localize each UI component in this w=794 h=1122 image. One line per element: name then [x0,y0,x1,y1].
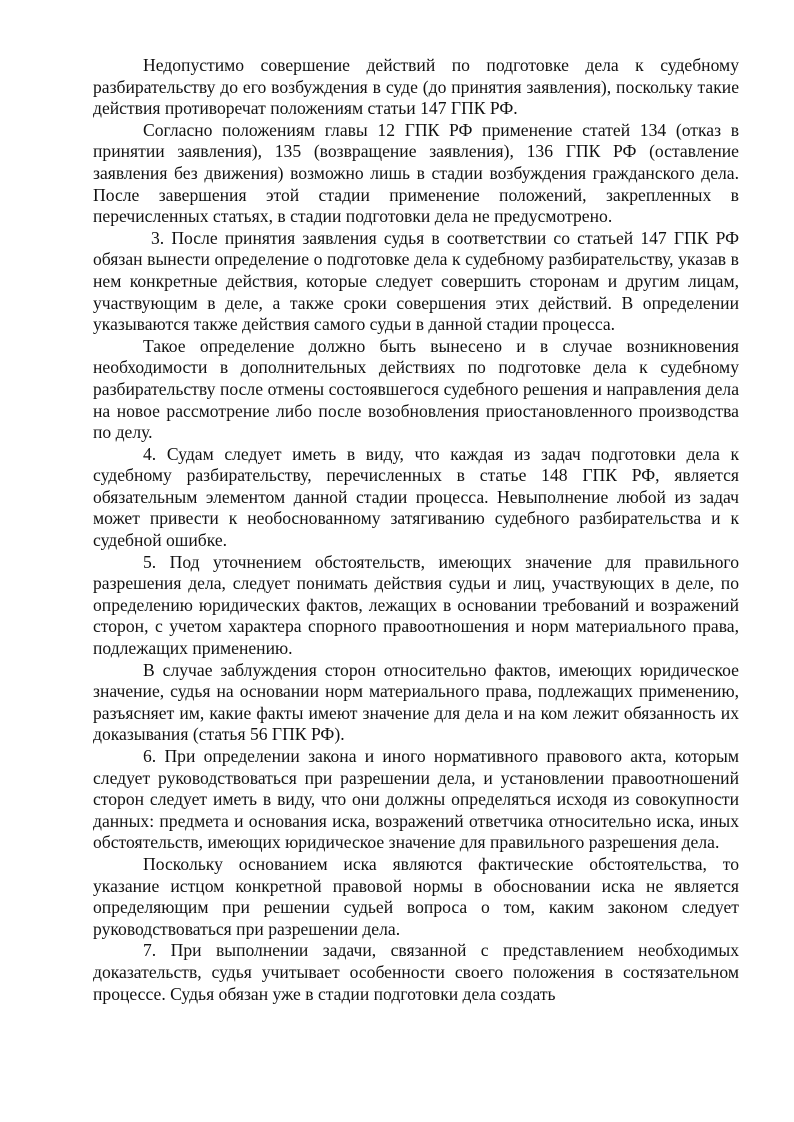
paragraph: 6. При определении закона и иного нормативного правового акта, которым следует руководствоваться при разрешении дела, и установлении правоотношений сторон следует иметь в виду, что они должны определяться исходя из совокупности данных: предмета и основания иска, возражений ответчика относительно иска, иных обстоятельств, имеющих юридическое значение для правильного разрешения дела. [93,746,739,853]
document-page [93,55,739,1005]
paragraph: Согласно положениям главы 12 ГПК РФ применение статей 134 (отказ в принятии заявления), 135 (возвращение заявления), 136 ГПК РФ (оставление заявления без движения) возможно лишь в стадии возбуждения гражданского дела. После завершения этой стадии применение положений, закрепленных в перечисленных статьях, в стадии подготовки дела не предусмотрено. [93,119,739,227]
paragraph: Такое определение должно быть вынесено и в случае возникновения необходимости в дополнительных действиях по подготовке дела к судебному разбирательству после отмены состоявшегося судебного решения и направления дела на новое рассмотрение либо после возобновления приостановленного производства по делу. [93,335,739,443]
paragraph: Недопустимо совершение действий по подготовке дела к судебному разбирательству до его возбуждения в суде (до принятия заявления), поскольку такие действия противоречат положениям статьи 147 ГПК РФ. [93,55,739,119]
paragraph: 7. При выполнении задачи, связанной с представлением необходимых доказательств, судья учитывает особенности своего положения в состязательном процессе. Судья обязан уже в стадии подготовки дела создать [93,940,739,1004]
paragraph: 3. После принятия заявления судья в соответствии со статьей 147 ГПК РФ обязан вынести определение о подготовке дела к судебному разбирательству, указав в нем конкретные действия, которые следует совершить сторонам и другим лицам, участвующим в деле, а также сроки совершения этих действий. В определении указываются также действия самого судьи в данной стадии процесса. [93,227,739,335]
paragraph: Поскольку основанием иска являются фактические обстоятельства, то указание истцом конкретной правовой нормы в обосновании иска не является определяющим при решении судьей вопроса о том, каким законом следует руководствоваться при разрешении дела. [93,853,739,939]
paragraph: В случае заблуждения сторон относительно фактов, имеющих юридическое значение, судья на основании норм материального права, подлежащих применению, разъясняет им, какие факты имеют значение для дела и на ком лежит обязанность их доказывания (статья 56 ГПК РФ). [93,659,739,745]
paragraph: 5. Под уточнением обстоятельств, имеющих значение для правильного разрешения дела, следует понимать действия судьи и лиц, участвующих в деле, по определению юридических фактов, лежащих в основании требований и возражений сторон, с учетом характера спорного правоотношения и норм материального права, подлежащих применению. [93,551,739,659]
paragraph: 4. Судам следует иметь в виду, что каждая из задач подготовки дела к судебному разбирательству, перечисленных в статье 148 ГПК РФ, является обязательным элементом данной стадии процесса. Невыполнение любой из задач может привести к необоснованному затягиванию судебного разбирательства и к судебной ошибке. [93,443,739,551]
